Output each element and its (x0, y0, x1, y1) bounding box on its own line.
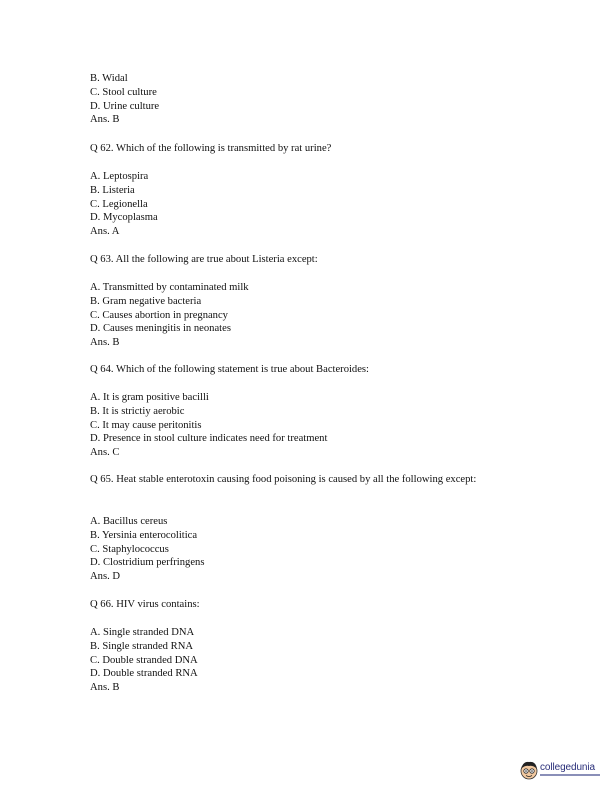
question-65 (90, 473, 500, 487)
prev-question-tail (90, 72, 510, 127)
option: A. Transmitted by contaminated milk (90, 282, 249, 293)
option: B. Gram negative bacteria (90, 295, 202, 307)
answer: Ans. B (90, 682, 120, 694)
question-66-options (90, 626, 510, 695)
question-text: Q 65. Heat stable enterotoxin causing food poisoning is caused by all the following except: (90, 474, 477, 485)
answer: Ans. B (90, 114, 120, 126)
question-64-options (90, 391, 510, 460)
mascot-icon (519, 759, 539, 781)
answer: Ans. A (90, 226, 120, 238)
option: D. Presence in stool culture indicates need for treatment (90, 433, 328, 445)
option: C. It may cause peritonitis (90, 419, 202, 431)
answer: Ans. C (90, 447, 120, 459)
option: D. Clostridium perfringens (90, 557, 205, 569)
option: A. It is gram positive bacilli (90, 392, 209, 403)
question-text: Q 64. Which of the following statement is true about Bacteroides: (90, 364, 370, 375)
question-64 (90, 363, 510, 377)
answer: Ans. D (90, 571, 121, 583)
option: D. Mycoplasma (90, 212, 158, 224)
question-62 (90, 142, 510, 156)
brand-name: collegedunia (540, 762, 595, 773)
option: A. Leptospira (90, 171, 149, 182)
option: B. Single stranded RNA (90, 640, 193, 652)
question-63-options (90, 281, 510, 350)
option: C. Stool culture (90, 86, 157, 98)
question-text: Q 66. HIV virus contains: (90, 599, 200, 610)
question-65-options (90, 515, 510, 584)
question-text: Q 63. All the following are true about Listeria except: (90, 254, 318, 265)
option: C. Staphylococcus (90, 543, 169, 555)
brand-tagline-bar (540, 774, 600, 776)
collegedunia-logo (519, 757, 605, 783)
option: D. Double stranded RNA (90, 668, 198, 680)
option: C. Legionella (90, 198, 148, 210)
option: B. Widal (90, 73, 128, 84)
option: D. Urine culture (90, 100, 160, 112)
option: B. Listeria (90, 184, 135, 196)
option: A. Single stranded DNA (90, 627, 195, 638)
option: A. Bacillus cereus (90, 516, 168, 527)
question-text: Q 62. Which of the following is transmitted by rat urine? (90, 143, 332, 154)
question-63 (90, 253, 510, 267)
option: C. Causes abortion in pregnancy (90, 309, 228, 321)
question-66 (90, 598, 510, 612)
option: C. Double stranded DNA (90, 654, 198, 666)
option: D. Causes meningitis in neonates (90, 323, 231, 335)
option: B. It is strictiy aerobic (90, 405, 185, 417)
option: B. Yersinia enterocolitica (90, 529, 198, 541)
question-62-options (90, 170, 510, 239)
answer: Ans. B (90, 337, 120, 349)
